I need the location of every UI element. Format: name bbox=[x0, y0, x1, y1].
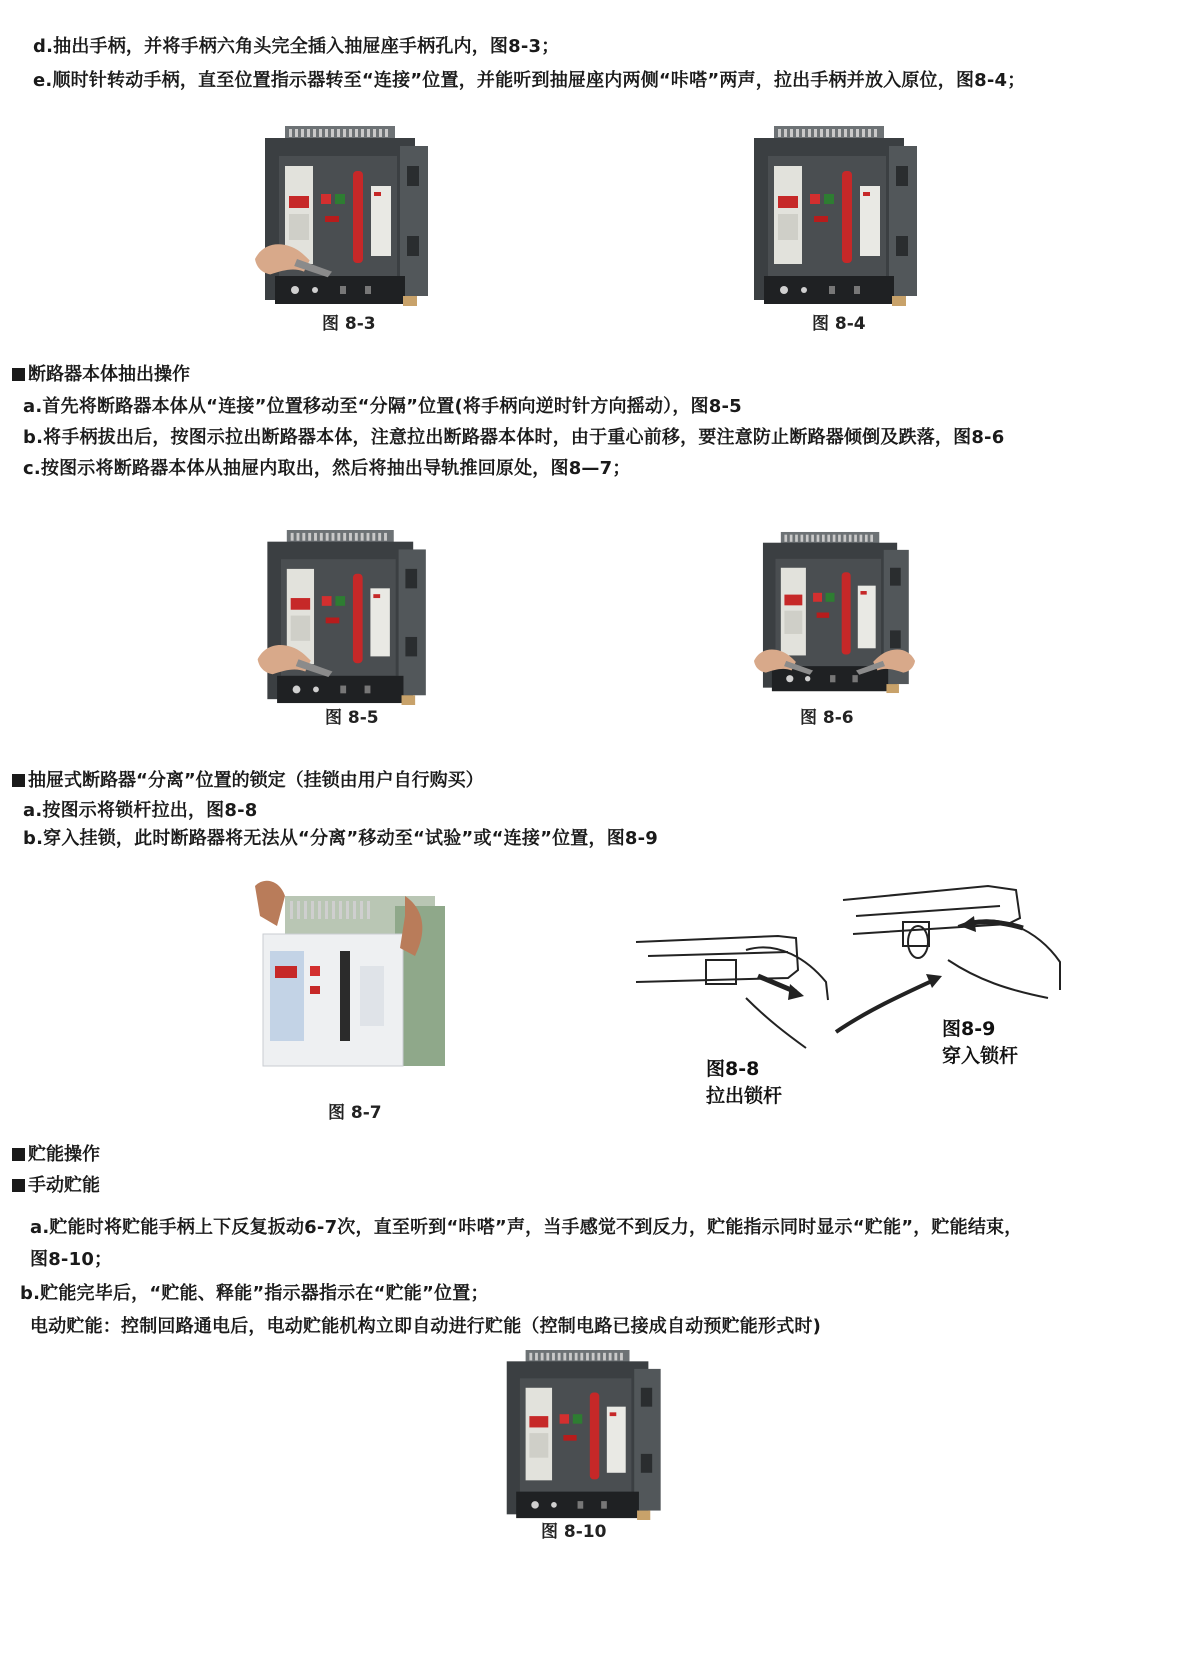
step-d: d.抽出手柄，并将手柄六角头完全插入抽屉座手柄孔内，图8-3； bbox=[33, 36, 560, 57]
section-title-text: 断路器本体抽出操作 bbox=[28, 364, 190, 385]
withdraw-step-c: c.按图示将断路器本体从抽屉内取出，然后将抽出导轨推回原处，图8—7； bbox=[23, 458, 631, 479]
section-title-manual-charge bbox=[12, 1171, 100, 1197]
figure-caption-8-5: 图 8-5 bbox=[325, 708, 379, 728]
charge-electric: 电动贮能：控制回路通电后，电动贮能机构立即自动进行贮能（控制电路已接成自动预贮能形式时) bbox=[30, 1316, 822, 1337]
figure-text-8-8: 拉出锁杆 bbox=[706, 1085, 783, 1107]
withdraw-step-a: a.首先将断路器本体从“连接”位置移动至“分隔”位置(将手柄向逆时针方向摇动），图8-5 bbox=[23, 396, 742, 417]
section-title-charge bbox=[12, 1140, 100, 1166]
figure-caption-8-10: 图 8-10 bbox=[541, 1522, 607, 1542]
figure-caption-8-3: 图 8-3 bbox=[322, 314, 376, 334]
section-title-lock bbox=[12, 766, 484, 792]
bullet-square bbox=[12, 1148, 25, 1161]
figure-text-8-9: 穿入锁杆 bbox=[942, 1045, 1019, 1067]
charge-step-a-line1: a.贮能时将贮能手柄上下反复扳动6-7次，直至听到“咔嗒”声，当手感觉不到反力，贮能指示同时显示“贮能”，贮能结束， bbox=[30, 1217, 1023, 1238]
figure-caption-8-7: 图 8-7 bbox=[328, 1103, 382, 1123]
breaker-photo-8-7 bbox=[255, 876, 455, 1076]
section-title-text: 手动贮能 bbox=[28, 1175, 100, 1196]
step-e: e.顺时针转动手柄，直至位置指示器转至“连接”位置，并能听到抽屉座内两侧“咔嗒”两声，拉出手柄并放入原位，图8-4； bbox=[33, 70, 1026, 91]
figure-caption-8-6: 图 8-6 bbox=[800, 708, 854, 728]
section-title-withdraw bbox=[12, 360, 190, 386]
figure-caption-8-4: 图 8-4 bbox=[812, 314, 866, 334]
lock-step-b: b.穿入挂锁，此时断路器将无法从“分离”移动至“试验”或“连接”位置，图8-9 bbox=[23, 828, 659, 849]
bullet-square bbox=[12, 1179, 25, 1192]
section-title-text: 贮能操作 bbox=[28, 1144, 100, 1165]
bullet-square bbox=[12, 774, 25, 787]
section-title-text: 抽屉式断路器“分离”位置的锁定（挂锁由用户自行购买） bbox=[28, 770, 484, 791]
breaker-photo-8-3 bbox=[255, 126, 445, 306]
breaker-photo-8-5 bbox=[255, 530, 445, 705]
charge-step-a-line2: 图8-10； bbox=[30, 1249, 113, 1270]
breaker-photo-8-10 bbox=[497, 1350, 677, 1520]
charge-step-b: b.贮能完毕后，“贮能、释能”指示器指示在“贮能”位置； bbox=[20, 1283, 489, 1304]
figure-label-8-9 bbox=[942, 1014, 1018, 1068]
figure-number-8-9: 图8-9 bbox=[942, 1018, 996, 1040]
bullet-square bbox=[12, 368, 25, 381]
breaker-photo-8-6 bbox=[754, 530, 924, 695]
figure-number-8-8: 图8-8 bbox=[706, 1058, 760, 1080]
lock-step-a: a.按图示将锁杆拉出，图8-8 bbox=[23, 800, 258, 821]
breaker-photo-8-4 bbox=[744, 126, 934, 306]
withdraw-step-b: b.将手柄拔出后，按图示拉出断路器本体，注意拉出断路器本体时，由于重心前移，要注意防止断路器倾倒及跌落，图8-6 bbox=[23, 427, 1005, 448]
figure-label-8-8 bbox=[706, 1054, 782, 1108]
